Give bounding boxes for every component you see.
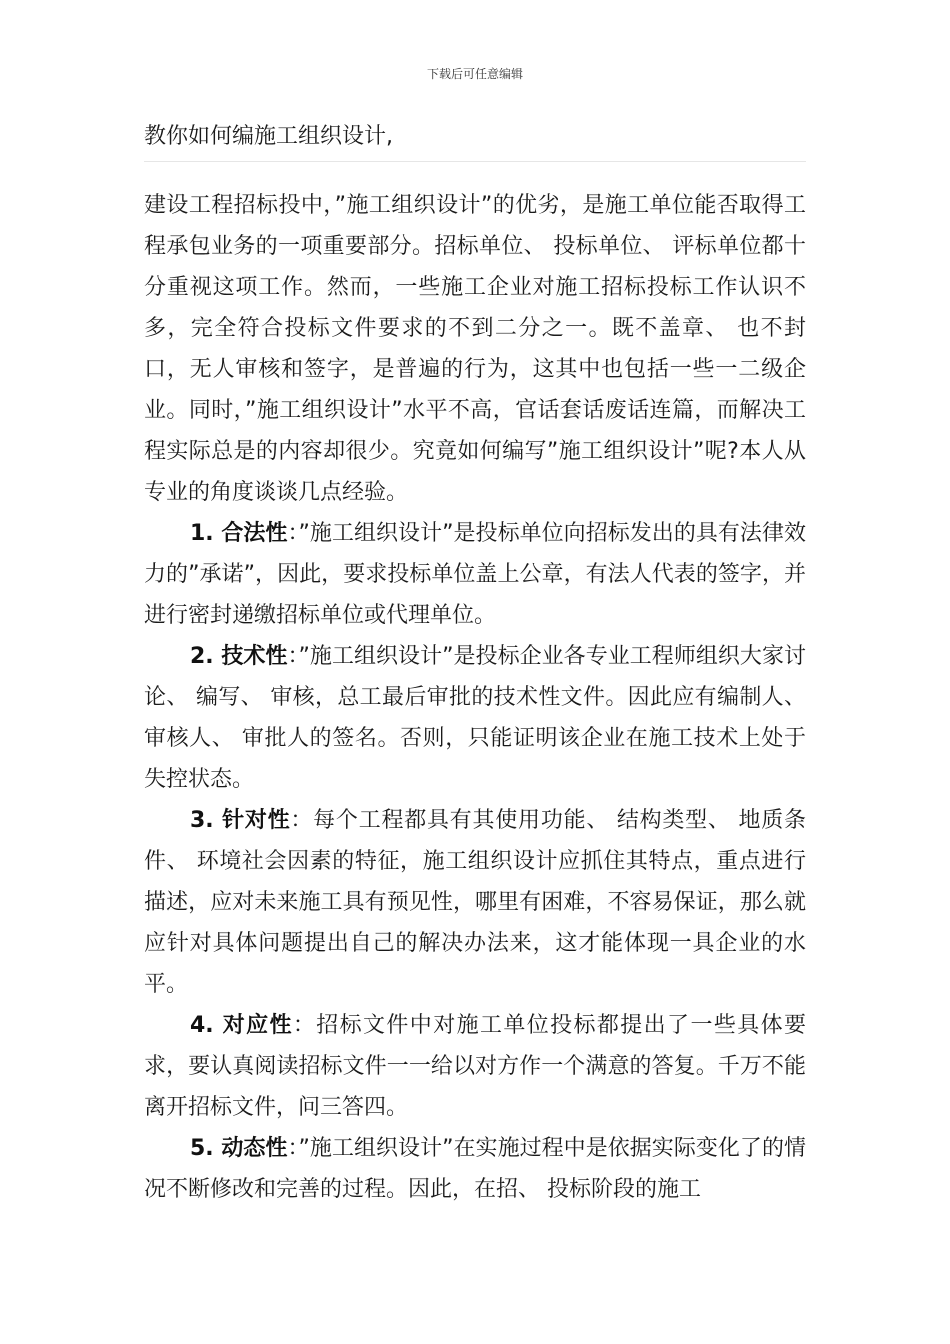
item-label: 2. 技术性 (190, 644, 288, 669)
item-dynamic (144, 1128, 806, 1210)
item-technical (144, 636, 806, 800)
item-text: ：招标文件中对施工单位投标都提出了一些具体要求，要认真阅读招标文件一一给以对方作一个满意的答复。千万不能离开招标文件，问三答四。 (144, 1013, 806, 1120)
item-targeted (144, 800, 806, 1005)
item-label: 3. 针对性 (190, 808, 291, 833)
title-divider (144, 161, 806, 162)
document-title: 教你如何编施工组织设计, (144, 124, 393, 149)
page-header-note: 下载后可任意编辑 (426, 67, 523, 81)
item-label: 1. 合法性 (190, 521, 288, 546)
item-text: ：”施工组织设计”是投标企业各专业工程师组织大家讨论、 编写、 审核，总工最后审批的技术性文件。因此应有编制人、 审核人、 审批人的签名。否则，只能证明该企业在施工技术上处于失控状态。 (144, 644, 806, 792)
item-correspondence (144, 1005, 806, 1128)
intro-paragraph: 建设工程招标投中，”施工组织设计”的优劣，是施工单位能否取得工程承包业务的一项重要部分。招标单位、 投标单位、 评标单位都十分重视这项工作。然而，一些施工企业对施工招标投标工作认识不多，完全符合投标文件要求的不到二分之一。既不盖章、 也不封口，无人审核和签字，是普遍的行为，这其中也包括一些一二级企业。同时，”施工组织设计”水平不高，官话套话废话连篇，而解决工程实际总是的内容却很少。究竟如何编写”施工组织设计”呢?本人从专业的角度谈谈几点经验。 (144, 193, 806, 505)
item-label: 5. 动态性 (190, 1136, 288, 1161)
item-legality (144, 513, 806, 636)
item-text: ：”施工组织设计”在实施过程中是依据实际变化了的情况不断修改和完善的过程。因此，在招、 投标阶段的施工 (144, 1136, 806, 1202)
item-text: ：每个工程都具有其使用功能、 结构类型、 地质条件、 环境社会因素的特征，施工组织设计应抓住其特点，重点进行描述，应对未来施工具有预见性，哪里有困难，不容易保证，那么就应针对具体问题提出自己的解决办法来，这才能体现一具企业的水平。 (144, 808, 806, 997)
document-body (144, 185, 806, 1210)
item-text: ：”施工组织设计”是投标单位向招标发出的具有法律效力的”承诺”，因此，要求投标单位盖上公章，有法人代表的签字，并进行密封递缴招标单位或代理单位。 (144, 521, 806, 628)
item-label: 4. 对应性 (190, 1013, 293, 1038)
